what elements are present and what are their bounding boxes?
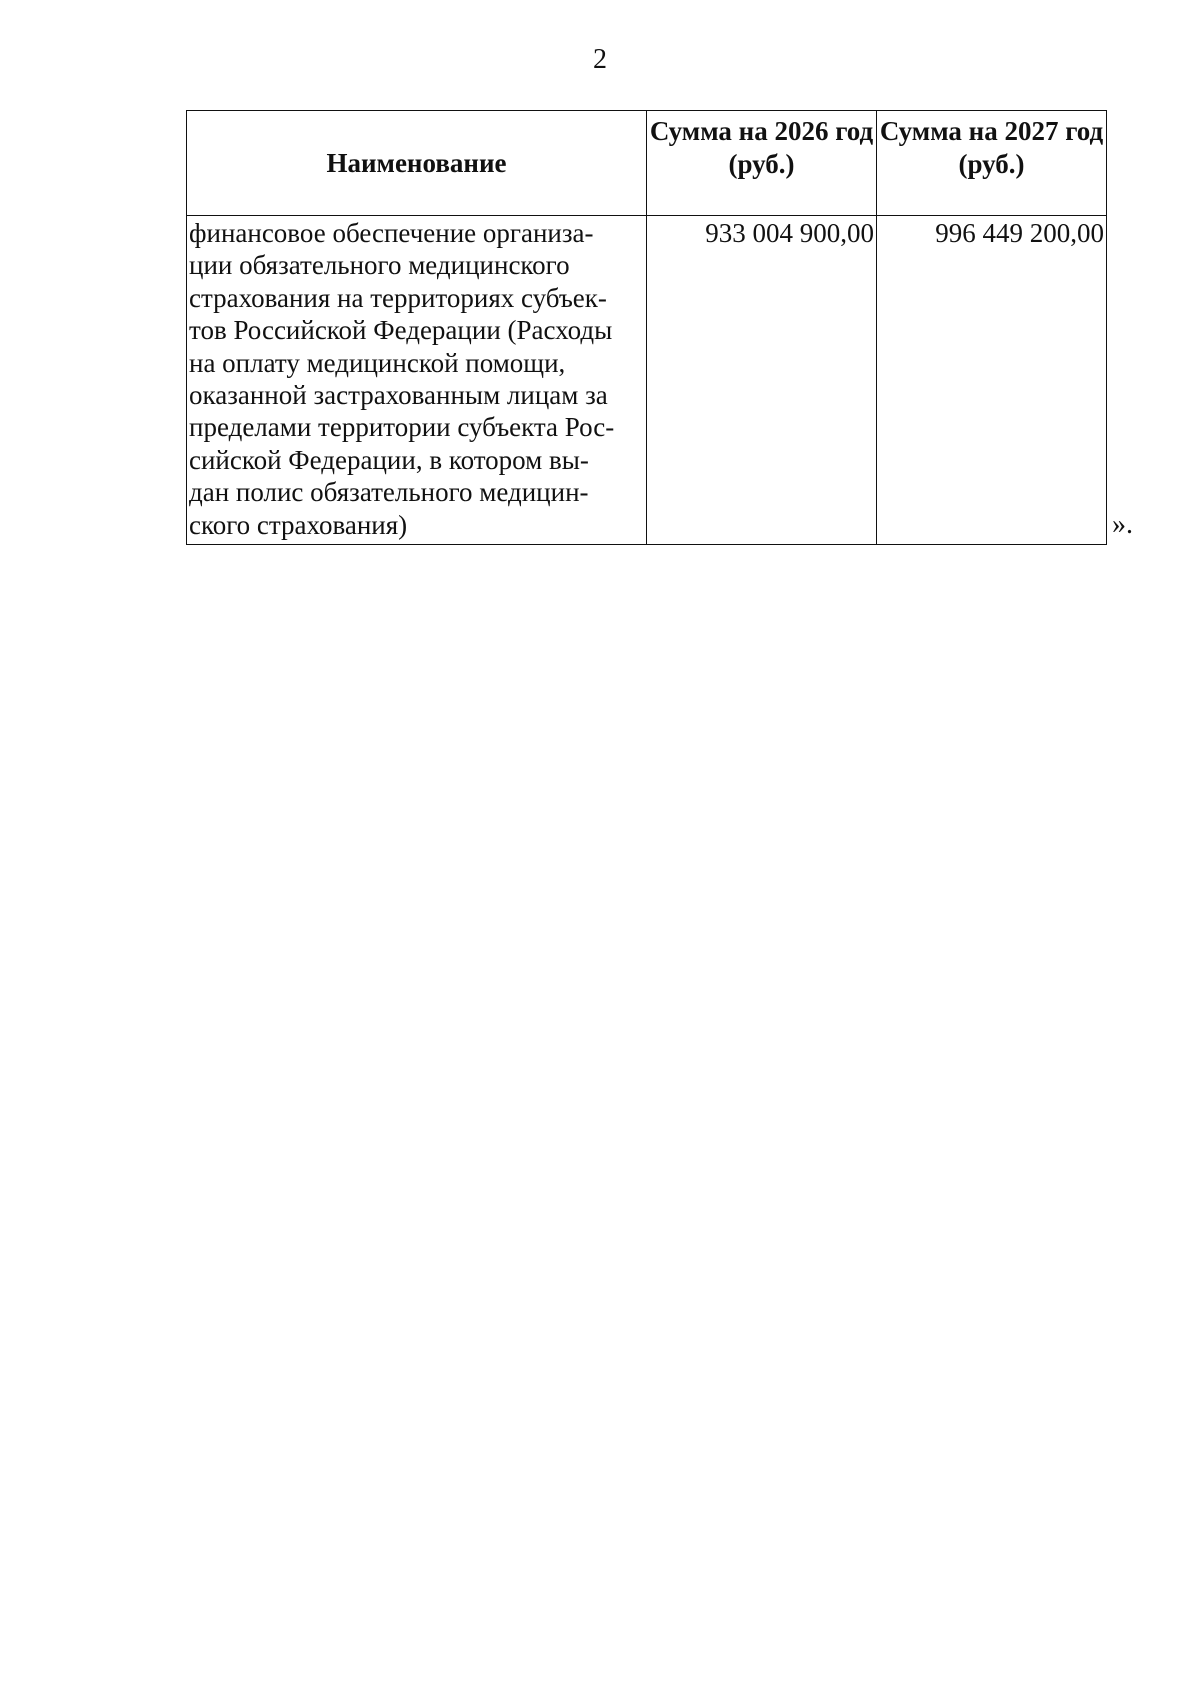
row-name-line: ции обязательного медицинского <box>189 250 570 281</box>
budget-table <box>186 110 1107 545</box>
row-name-cell <box>187 216 647 545</box>
row-name-line: тов Российской Федерации (Расходы <box>189 315 613 346</box>
row-name-line: сийской Федерации, в котором вы- <box>189 444 589 475</box>
row-name-line: пределами территории субъекта Рос- <box>189 412 615 443</box>
table-row <box>187 216 1107 545</box>
table-header-row <box>187 111 1107 216</box>
row-name-line: страхования на территориях субъек- <box>189 282 607 313</box>
header-sum-2026: Сумма на 2026 год (руб.) <box>647 111 877 216</box>
row-name-line: оказанной застрахованным лицам за <box>189 380 608 411</box>
row-name-line: дан полис обязательного медицин- <box>189 477 589 508</box>
closing-quote-mark: ». <box>1112 509 1133 540</box>
header-name: Наименование <box>187 111 647 216</box>
row-name-line: на оплату медицинской помощи, <box>189 347 566 378</box>
row-name-line: финансовое обеспечение организа- <box>189 218 594 248</box>
row-sum-2026: 933 004 900,00 <box>647 216 877 545</box>
row-sum-2027: 996 449 200,00 <box>877 216 1107 545</box>
row-name-line: ского страхования) <box>189 509 408 540</box>
header-sum-2027: Сумма на 2027 год (руб.) <box>877 111 1107 216</box>
page-number: 2 <box>593 44 607 75</box>
